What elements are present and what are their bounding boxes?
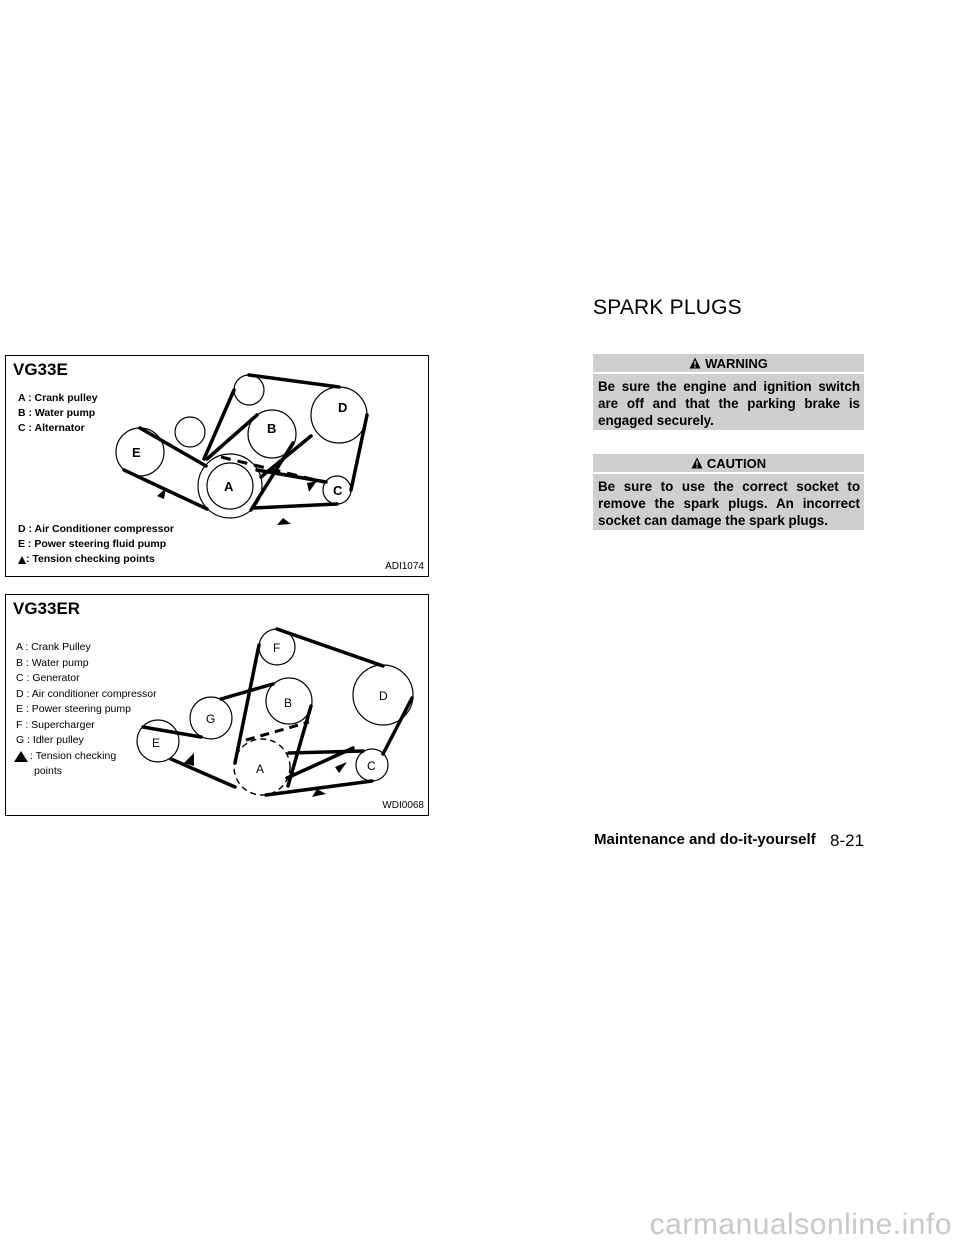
tension-arrow	[335, 762, 347, 773]
figure-vg33er	[5, 594, 429, 816]
legend-item: B : Water pump	[18, 407, 96, 419]
figure-title: VG33E	[13, 360, 68, 379]
caution-heading: CAUTION	[706, 455, 767, 471]
tension-arrow	[277, 518, 291, 525]
caution-text: Be sure to use the correct socket to remove the spark plugs. An incorrect socket can damage the spark plugs.	[598, 479, 860, 528]
label-a: A	[224, 479, 234, 494]
tension-arrow	[307, 481, 317, 492]
pulley-idler	[175, 417, 205, 447]
warning-heading: WARNING	[705, 355, 768, 371]
label-b: B	[267, 421, 277, 436]
warning-header	[593, 354, 864, 374]
legend-item: : Tension checking points	[18, 552, 174, 567]
label-c: C	[367, 759, 376, 773]
label-d: D	[379, 689, 388, 703]
legend-item: : Tension checking	[16, 749, 157, 765]
caution-box	[593, 454, 864, 530]
legend-item: B : Water pump	[16, 656, 89, 669]
pulley-top	[234, 375, 264, 405]
legend-item: G : Idler pulley	[16, 734, 84, 746]
legend-item: E : Power steering pump	[16, 703, 131, 715]
legend-item: C : Generator	[16, 672, 80, 684]
label-a: A	[256, 762, 265, 776]
label-f: F	[273, 641, 281, 655]
label-d: D	[338, 400, 348, 415]
belt-diagram-vg33e	[6, 356, 427, 575]
legend-item: D : Air Conditioner compressor	[18, 523, 174, 535]
label-g: G	[206, 712, 216, 726]
footer-section-name: Maintenance and do-it-yourself	[594, 831, 816, 848]
label-b: B	[284, 696, 293, 710]
figure-code: ADI1074	[385, 561, 424, 572]
caution-icon	[691, 457, 703, 469]
belt-diagram-vg33er	[6, 595, 427, 814]
legend-item: F : Supercharger	[16, 718, 95, 731]
figure-code: WDI0068	[382, 800, 424, 811]
legend-item: A : Crank Pulley	[16, 641, 91, 653]
warning-text: Be sure the engine and ignition switch are off and that the parking brake is engaged securely.	[598, 379, 860, 428]
legend-item: points	[34, 765, 63, 777]
footer-page-number: 8-21	[830, 831, 865, 850]
caution-header	[593, 454, 864, 474]
tension-arrow	[157, 488, 166, 499]
legend-item: C : Alternator	[18, 422, 85, 434]
legend-item: E : Power steering fluid pump	[18, 538, 167, 550]
figure-vg33e	[5, 355, 429, 577]
pulley-d	[311, 387, 367, 443]
label-e: E	[132, 445, 141, 460]
label-c: C	[333, 483, 343, 498]
warning-icon	[689, 357, 701, 369]
legend-item: D : Air conditioner compressor	[16, 687, 157, 700]
warning-box	[593, 354, 864, 430]
section-title: SPARK PLUGS	[593, 296, 742, 319]
label-e: E	[152, 736, 161, 750]
watermark-logo: carmanualsonline.info	[649, 1208, 952, 1241]
figure-title: VG33ER	[13, 599, 81, 618]
legend-item: A : Crank pulley	[18, 392, 98, 404]
